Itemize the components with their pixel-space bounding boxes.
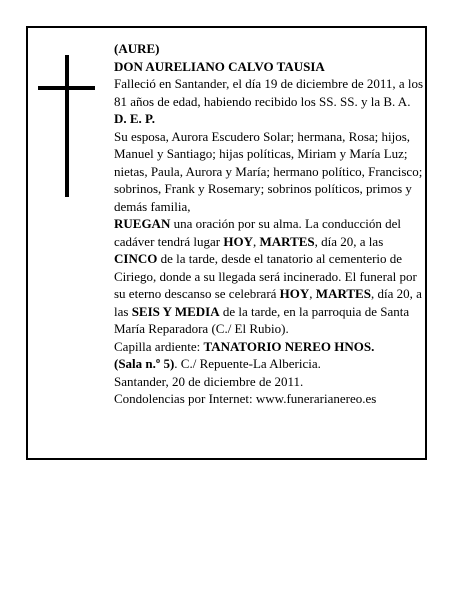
- obituary-text: [114, 40, 424, 408]
- chapel-room: (Sala n.º 5): [114, 356, 175, 371]
- cross-icon-vertical-bar: [65, 55, 69, 197]
- family-list: Su esposa, Aurora Escudero Solar; hermana, Rosa; hijos, Manuel y Santiago; hijas políticas, Miriam y María Luz; nietas, Paula, Aurora y María; hermano político, Francisco; sobrinos, Frank y Rosemary; sobrinos políticos, primos y demás familia,: [114, 128, 423, 214]
- comma-separator-2: ,: [309, 286, 316, 301]
- funeral-day: HOY: [279, 286, 310, 301]
- dep-heading: D. E. P.: [114, 111, 156, 126]
- deceased-name: DON AURELIANO CALVO TAUSIA: [114, 58, 325, 74]
- family-tag: (AURE): [114, 41, 160, 56]
- conduction-weekday: MARTES: [259, 233, 315, 249]
- conduction-time: CINCO: [114, 251, 158, 266]
- cross-icon-horizontal-bar: [38, 86, 95, 90]
- funeral-weekday: MARTES: [315, 286, 371, 301]
- death-announcement: Falleció en Santander, el día 19 de diciembre de 2011, a los 81 años de edad, habiendo recibido los SS. SS. y la B. A.: [114, 76, 424, 109]
- chapel-name: TANATORIO NEREO HNOS.: [203, 338, 375, 354]
- request-text-1: una oración por su alma. La conducción del cadáver tendrá lugar: [114, 216, 402, 249]
- funeral-time: SEIS Y MEDIA: [131, 303, 220, 319]
- request-text-4: , día 20, a las: [114, 286, 422, 319]
- date-line: Santander, 20 de diciembre de 2011.: [114, 373, 304, 389]
- comma-separator-1: ,: [252, 233, 260, 249]
- chapel-address: . C./ Repuente-La Albericia.: [174, 356, 321, 371]
- chapel-label: Capilla ardiente:: [114, 338, 204, 354]
- request-text-2: , día 20, a las: [314, 233, 384, 249]
- conduction-day: HOY: [223, 233, 253, 249]
- chapel-info: [114, 338, 424, 373]
- request-keyword: RUEGAN: [114, 216, 171, 231]
- request-text-5: de la tarde, en la parroquia de Santa María Reparadora (C./ El Rubio).: [114, 303, 410, 336]
- request-text-3: de la tarde, desde el tanatorio al cementerio de Ciriego, donde a su llegada será incinerado. El funeral por su eterno descanso se celebrará: [114, 251, 417, 301]
- condolences-line: Condolencias por Internet: www.funerarianereo.es: [114, 391, 377, 406]
- service-details: [114, 215, 424, 338]
